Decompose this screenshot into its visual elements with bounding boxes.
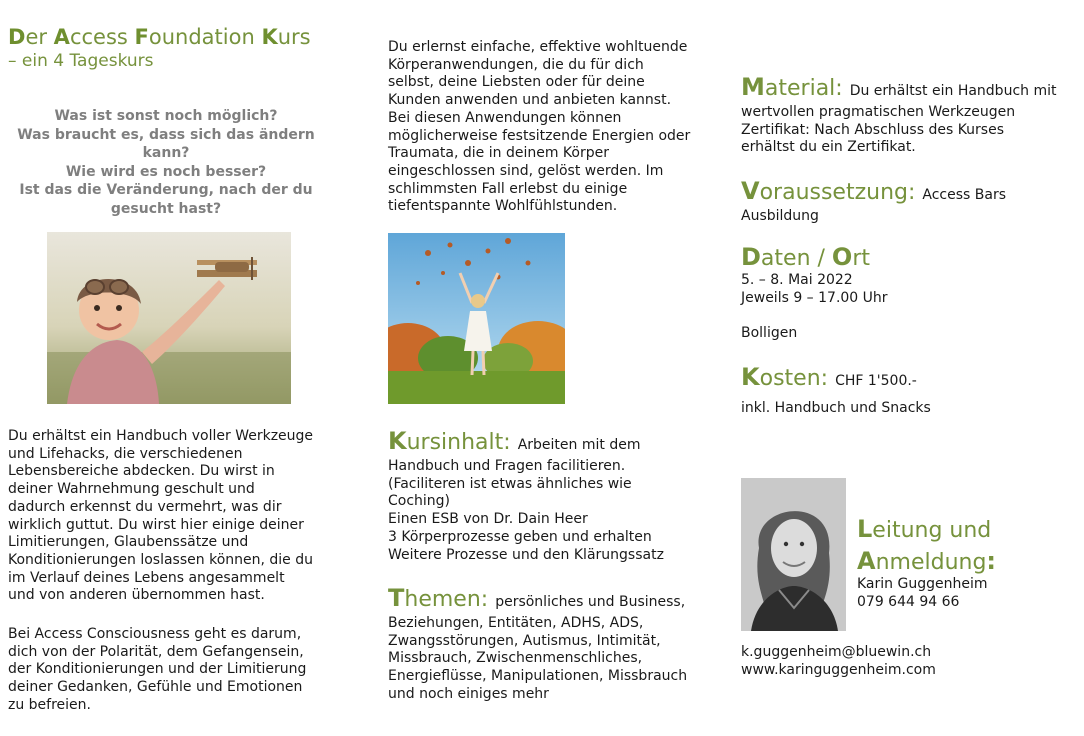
ort-label: rt — [852, 246, 870, 271]
material-label: aterial: — [764, 76, 843, 101]
kursinhalt-text: Handbuch und Fragen facilitieren. (Faciliteren ist etwas ähnliches wie Coching) Einen ESB von Dr. Dain Heer 3 Körperprozesse geben und erhalten Weitere Prozesse und den Klärungssatz — [388, 458, 664, 563]
contact-website[interactable]: www.karinguggenheim.com — [741, 662, 936, 678]
kosten-heading — [741, 364, 1077, 394]
portrait-photo — [741, 478, 846, 631]
leitung-cap: L — [857, 515, 873, 543]
title-cap-d: D — [8, 25, 26, 49]
title-word-der: er — [25, 25, 54, 49]
title-word-foundation: oundation — [148, 25, 262, 49]
kursinhalt-heading — [388, 428, 718, 458]
daten-label: aten / — [760, 246, 832, 271]
material-cap: M — [741, 73, 765, 101]
question-3: Wie wird es noch besser? — [65, 163, 267, 180]
col2-intro: Du erlernst einfache, effektive wohltuende Körperanwendungen, die du für dich selbst, deine Liebsten oder für deine Kunden anwenden und anbieten kannst. Bei diesen Anwendungen können möglicherweise festsitzende Energien oder Traumata, die in deinem Körper eingeschlossen sind, gelöst werden. Im schlimmsten Fall erlebst du einige tiefentspannte Wohlfühlstunden. — [388, 39, 691, 215]
contact-email[interactable]: k.guggenheim@bluewin.ch — [741, 644, 932, 660]
material-inline: Du erhältst ein Handbuch mit — [849, 83, 1057, 99]
question-1: Was ist sonst noch möglich? — [54, 108, 278, 124]
title-cap-k: K — [261, 25, 278, 49]
girl-airplane-photo — [47, 232, 291, 404]
kosten-inline: CHF 1'500.- — [835, 373, 917, 389]
anmeldung-heading — [857, 548, 1077, 576]
kosten-text: inkl. Handbuch und Snacks — [741, 400, 931, 416]
themen-label: hemen: — [404, 587, 489, 612]
question-2: Was braucht es, dass sich das ändern kann? — [17, 126, 315, 161]
kursinhalt-cap: K — [388, 427, 407, 455]
contact-phone: 079 644 94 66 — [857, 593, 960, 610]
daten-section — [741, 244, 1077, 307]
question-block — [8, 107, 324, 218]
leitung-heading — [857, 516, 1077, 544]
woman-leaves-illustration — [388, 233, 565, 404]
brochure-subtitle: – ein 4 Tageskurs — [8, 51, 154, 71]
kosten-section — [741, 364, 1077, 394]
daten-heading — [741, 244, 1077, 272]
ort-cap: O — [831, 243, 853, 271]
daten-cap: D — [741, 243, 761, 271]
portrait-illustration — [741, 478, 846, 631]
voraussetzung-label: oraussetzung: — [759, 180, 916, 205]
material-text: wertvollen pragmatischen Werkzeugen Zertifikat: Nach Abschluss des Kurses erhältst du ein Zertifikat. — [741, 104, 1016, 156]
kosten-label: osten: — [759, 366, 829, 391]
voraussetzung-section — [741, 178, 1077, 226]
title-word-kurs: urs — [277, 25, 311, 49]
themen-cap: T — [388, 584, 405, 612]
themen-heading — [388, 585, 718, 615]
voraussetzung-text: Ausbildung — [741, 208, 819, 224]
voraussetzung-heading — [741, 178, 1077, 208]
leitung-section — [857, 516, 1077, 611]
question-4: Ist das die Veränderung, nach der du gesucht hast? — [19, 182, 313, 217]
kosten-cap: K — [741, 363, 760, 391]
anmeldung-cap: A — [857, 547, 876, 575]
kursinhalt-label: ursinhalt: — [406, 430, 511, 455]
col1-paragraph-1: Du erhältst ein Handbuch voller Werkzeuge und Lifehacks, die verschiedenen Lebensbereiche abdecken. Du wirst in deiner Wahrnehmung geschult und dadurch erkennst du vermehrt, was dir wirklich guttut. Du wirst hier einige deiner Limitierungen, Glaubenssätze und Konditionierungen loslassen können, die du im Verlauf deines Lebens angesammelt und von anderen übernommen hast. — [8, 428, 314, 604]
kursinhalt-section — [388, 428, 718, 564]
themen-section — [388, 585, 718, 704]
voraussetzung-cap: V — [741, 177, 760, 205]
brochure-title — [8, 24, 311, 72]
col1-paragraph-2: Bei Access Consciousness geht es darum, dich von der Polarität, dem Gefangensein, der Konditionierungen und der Limitierung deiner Gedanken, Gefühle und Emotionen zu befreien. — [8, 626, 307, 713]
material-section — [741, 74, 1077, 157]
ort-text: Bolligen — [741, 325, 798, 341]
contact-name: Karin Guggenheim — [857, 576, 988, 592]
woman-leaves-photo — [388, 233, 565, 404]
anmeldung-colon: : — [986, 547, 997, 575]
girl-airplane-illustration — [47, 232, 291, 404]
leitung-label: eitung und — [872, 518, 992, 543]
material-heading — [741, 74, 1077, 104]
daten-text: 5. – 8. Mai 2022 Jeweils 9 – 17.00 Uhr — [741, 272, 888, 306]
title-cap-a: A — [53, 25, 70, 49]
title-cap-f: F — [134, 25, 149, 49]
voraussetzung-inline: Access Bars — [922, 187, 1007, 203]
kursinhalt-inline: Arbeiten mit dem — [517, 437, 641, 453]
themen-inline: persönliches und Business, — [495, 594, 686, 610]
themen-text: Beziehungen, Entitäten, ADHS, ADS, Zwangsstörungen, Autismus, Intimität, Missbrauch, Zwischenmenschliches, Energieflüsse, Manipulationen, Missbrauch und noch einiges mehr — [388, 615, 688, 702]
title-word-access: ccess — [69, 25, 135, 49]
anmeldung-label: nmeldung — [875, 550, 987, 575]
